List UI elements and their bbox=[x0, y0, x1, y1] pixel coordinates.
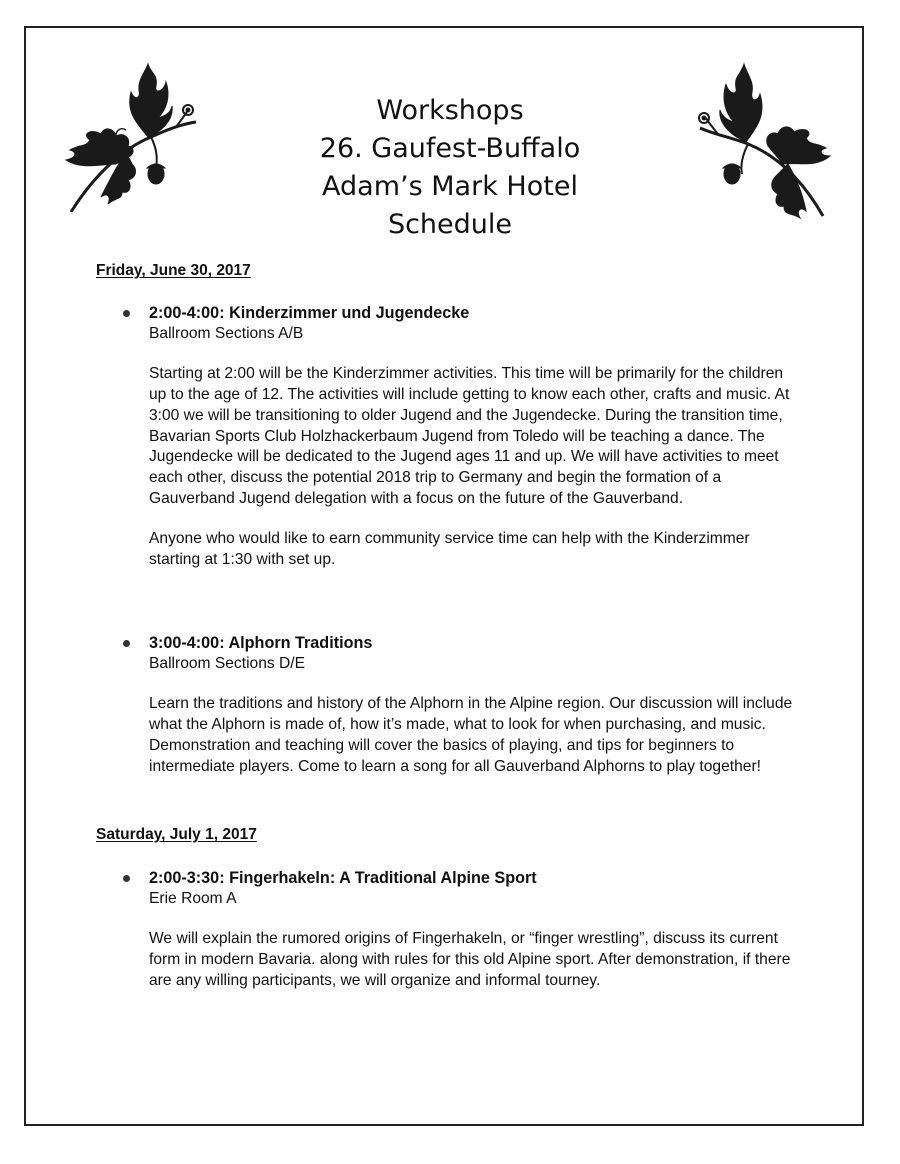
title-line-2: 26. Gaufest-Buffalo bbox=[319, 133, 581, 164]
oak-leaf-acorn-icon bbox=[688, 56, 838, 221]
bullet-icon bbox=[123, 640, 130, 647]
event-paragraph: Learn the traditions and history of the Alphorn in the Alpine region. Our discussion will include what the Alphorn is made of, how it’s made, what to look for when purchasing, and music. Demonstration and teaching will cover the basics of playing, and tips for beginners to intermediate players. Come to learn a song for all Gauverband Alphorns to play together! bbox=[149, 695, 793, 775]
event-title: 3:00-4:00: Alphorn Traditions bbox=[149, 634, 373, 652]
event-description bbox=[149, 694, 799, 777]
event-paragraph: Anyone who would like to earn community service time can help with the Kinderzimmer starting at 1:30 with set up. bbox=[149, 530, 750, 569]
day-heading-friday: Friday, June 30, 2017 bbox=[96, 262, 251, 279]
event-paragraph: We will explain the rumored origins of Fingerhakeln, or “finger wrestling”, discuss its current form in modern Bavaria. along with rules for this old Alpine sport. After demonstration, if there are any willing participants, we will organize and informal tourney. bbox=[149, 930, 791, 989]
title-line-4: Schedule bbox=[387, 209, 513, 240]
bullet-icon bbox=[123, 310, 130, 317]
event-description bbox=[149, 929, 799, 991]
event-fingerhakeln bbox=[149, 868, 799, 992]
event-room: Ballroom Sections A/B bbox=[149, 324, 304, 342]
event-room: Erie Room A bbox=[149, 889, 237, 907]
event-description bbox=[149, 364, 799, 509]
event-title: 2:00-4:00: Kinderzimmer und Jugendecke bbox=[149, 304, 470, 322]
event-kinderzimmer bbox=[149, 303, 799, 571]
event-title: 2:00-3:30: Fingerhakeln: A Traditional Alpine Sport bbox=[149, 869, 537, 887]
event-paragraph: Starting at 2:00 will be the Kinderzimmer activities. This time will be primarily for the children up to the age of 12. The activities will include getting to know each other, crafts and music. At 3:00 we will be transitioning to older Jugend and the Jugendecke. During the transition time, Bavarian Sports Club Holzhackerbaum Jugend from Toledo will be teaching a dance. The Jugendecke will be dedicated to the Jugend ages 11 and up. We will have activities to meet each other, discuss the potential 2018 trip to Germany and begin the formation of a Gauverband Jugend delegation with a focus on the future of the Gauverband. bbox=[149, 365, 790, 507]
day-heading-saturday: Saturday, July 1, 2017 bbox=[96, 826, 257, 843]
event-description bbox=[149, 529, 799, 570]
oak-leaf-acorn-icon bbox=[56, 52, 206, 212]
event-room: Ballroom Sections D/E bbox=[149, 654, 305, 672]
title-line-3: Adam’s Mark Hotel bbox=[322, 171, 578, 202]
bullet-icon bbox=[123, 875, 130, 882]
event-alphorn bbox=[149, 633, 799, 777]
document-title bbox=[250, 92, 650, 244]
title-line-1: Workshops bbox=[376, 95, 524, 126]
